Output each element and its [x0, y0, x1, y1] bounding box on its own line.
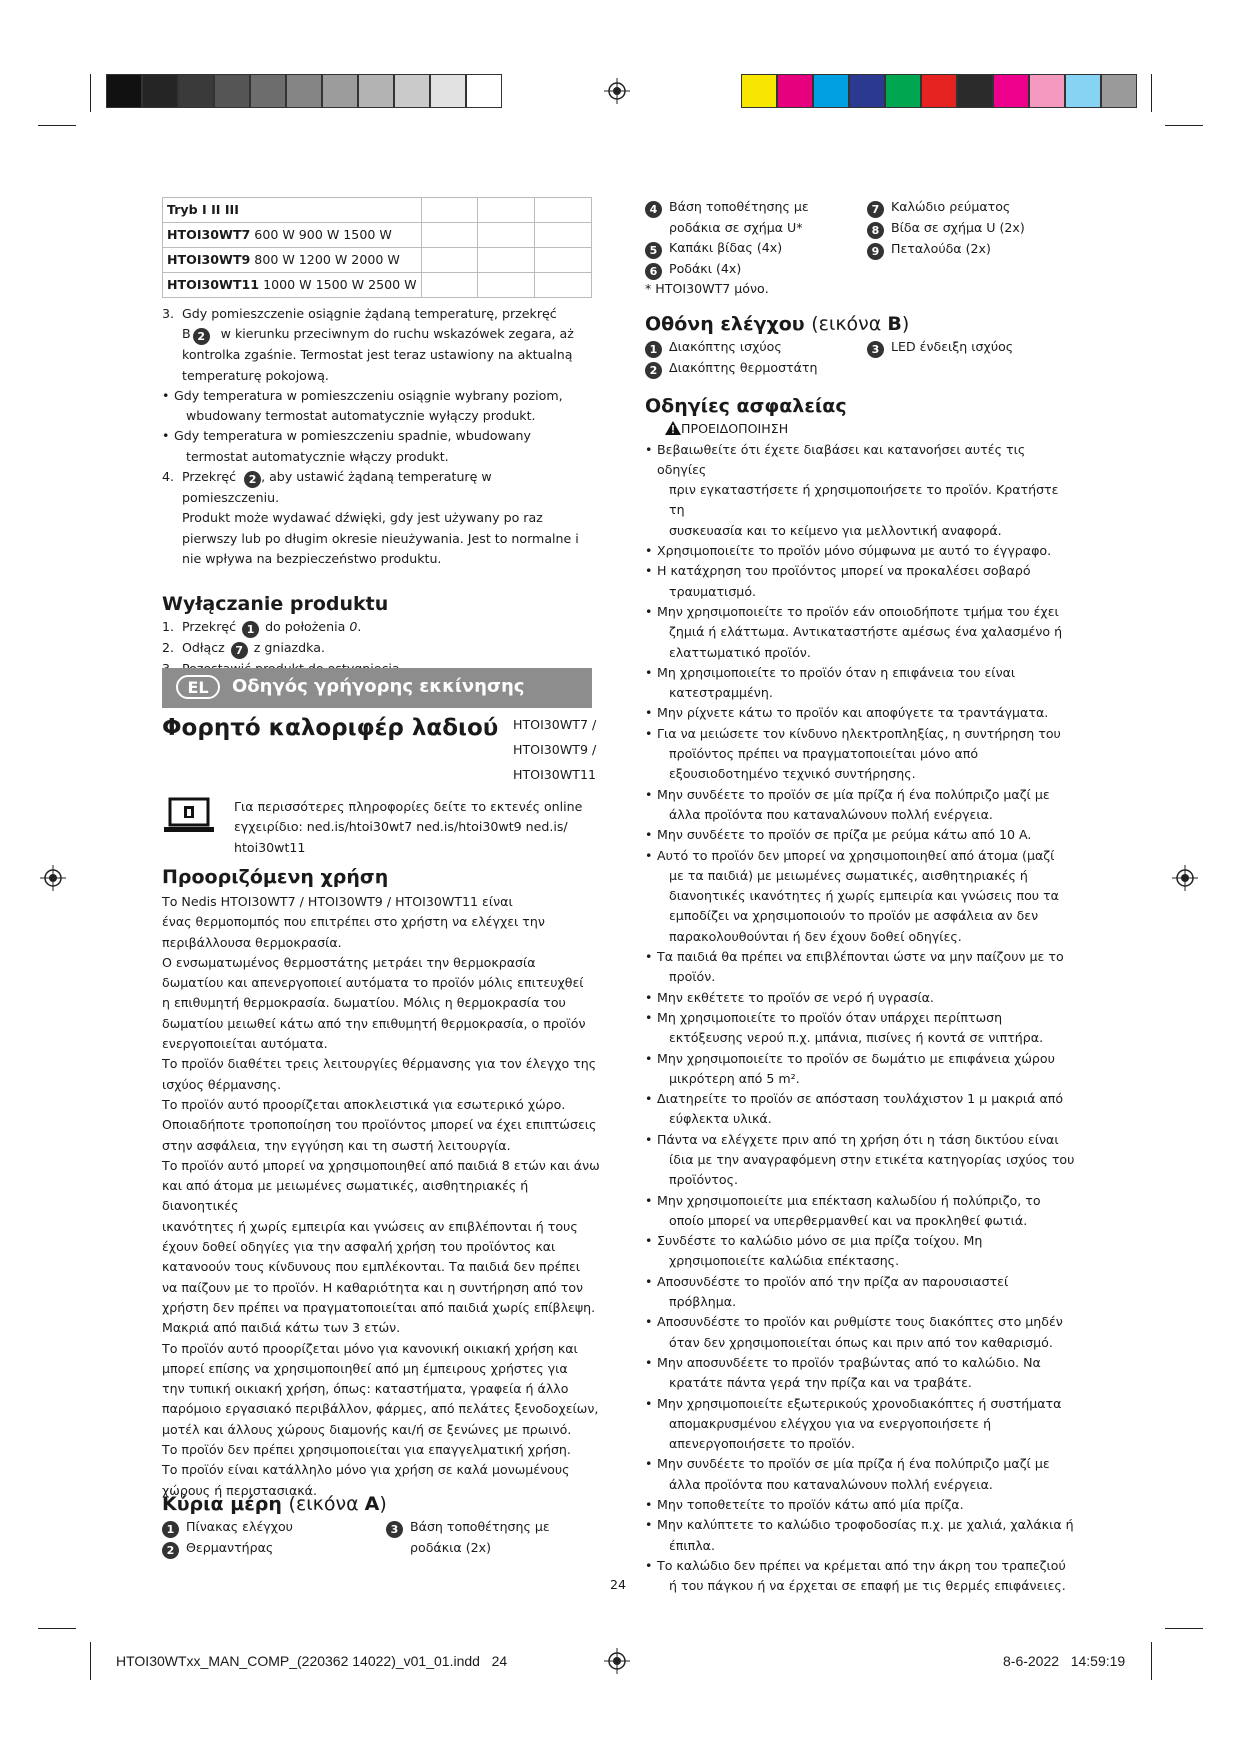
gray-swatch [430, 74, 466, 108]
crop-mark [38, 125, 76, 126]
table-row [163, 198, 592, 223]
safety-item: • Τα παιδιά θα πρέπει να επιβλέπονται ώστε να μην παίζουν με το προϊόν. [645, 947, 1075, 988]
section-title-off: Wyłączanie produktu [162, 593, 389, 616]
power-values: 1000 W 1500 W 2500 W [259, 276, 417, 292]
laptop-icon [163, 797, 215, 835]
crop-mark [1165, 1628, 1203, 1629]
part-item: 6 Ροδάκι (4x) [645, 259, 809, 280]
section-title-main-parts: Κύρια μέρη (εικόνα A) [162, 1493, 387, 1515]
text-line: να παίζουν με το προϊόν. Η καθαριότητα και η συντήρηση από τον [162, 1279, 584, 1295]
text-line: παρόμοιο εργασιακό περιβάλλον, φάρμες, από πελάτες ξενοδοχείων, [162, 1401, 599, 1417]
gray-swatch [322, 74, 358, 108]
text-line: Το προϊόν δεν πρέπει χρησιμοποιείται για επαγγελματική χρήση. [162, 1442, 571, 1458]
safety-item: • Αυτό το προϊόν δεν μπορεί να χρησιμοποιηθεί από άτομα (μαζί με τα παιδιά) με μειωμένες σωματικές, αισθητηριακές ή διανοητικές ικανότητες ή χωρίς εμπειρία και γνώσεις που τα εμποδίζει να χρησιμοποιούν το προϊόν με ασφάλεια αν δεν παρακολουθούνται ή δεν έχουν δοθεί οδηγίες. [645, 846, 1075, 947]
model-name: HTOI30WT7 [167, 226, 251, 242]
safety-item: • Το καλώδιο δεν πρέπει να κρέμεται από την άκρη του τραπεζιού ή του πάγκου ή να έρχεται σε επαφή με τις θερμές επιφάνειες. [645, 1556, 1075, 1597]
part-item: 2 Διακόπτης θερμοστάτη [645, 358, 818, 379]
power-values: 800 W 1200 W 2000 W [250, 251, 400, 267]
text-line: περιβάλλουσα θερμοκρασία. [162, 934, 342, 950]
safety-item: • Μην χρησιμοποιείτε το προϊόν σε δωμάτιο με επιφάνεια χώρου μικρότερη από 5 m². [645, 1049, 1075, 1090]
color-swatch [813, 74, 849, 108]
gray-swatch [358, 74, 394, 108]
gray-swatch [466, 74, 502, 108]
footer-filename: HTOI30WTxx_MAN_COMP_(220362 14022)_v01_01.indd 24 [116, 1653, 508, 1669]
main-parts-section: Κύρια μέρη (εικόνα A) 1 Πίνακας ελέγχου 2 Θερμαντήρας 3 Βάση τοποθέτησης με ροδάκια (2x) [162, 1491, 602, 1559]
text-line: χρήστη δεν πρέπει να πραγματοποιείται από παιδιά χωρίς επίβλεψη. [162, 1299, 596, 1315]
language-code-badge: EL [176, 675, 220, 699]
text-line: Μακριά από παιδιά κάτω των 3 ετών. [162, 1320, 401, 1336]
model-name: HTOI30WT9 [167, 251, 251, 267]
part-item: 8 Βίδα σε σχήμα U (2x) [867, 218, 1025, 239]
safety-item: • Η κατάχρηση του προϊόντος μπορεί να προκαλέσει σοβαρό τραυματισμό. [645, 561, 1075, 602]
gray-swatch [178, 74, 214, 108]
color-swatch [993, 74, 1029, 108]
model-list: HTOI30WT7 / HTOI30WT9 / HTOI30WT11 [513, 717, 597, 782]
registration-mark-icon [40, 865, 66, 891]
part-item: 9 Πεταλούδα (2x) [867, 239, 1025, 260]
crop-mark [1165, 125, 1203, 126]
gray-swatch [106, 74, 142, 108]
crop-mark [38, 1628, 76, 1629]
model-note: * HTOI30WT7 μόνο. [645, 281, 769, 296]
safety-item: • Μην συνδέετε το προϊόν σε μία πρίζα ή ένα πολύπριζο μαζί με άλλα προϊόντα που καταναλώνουν πολλή ενέργεια. [645, 785, 1075, 826]
page-number: 24 [610, 1577, 627, 1592]
text-line: δωματίου και απενεργοποιεί αυτόματα το προϊόν μόλις επιτευχθεί [162, 975, 584, 991]
polish-step-4: 4. Przekręć 2 , aby ustawić żądaną temperaturę w pomieszczeniu. Produkt może wydawać dźwięki, gdy jest używany po raz pierwszy lub po długim okresie nieużywania. Jest to normalne i nie wpływa na bezpieczeństwo produktu. [162, 469, 579, 566]
off-step: 2. Odłącz 7 z gniazdka. [162, 640, 325, 658]
color-swatch [921, 74, 957, 108]
part-item: 1 Πίνακας ελέγχου [162, 1517, 293, 1538]
model-name: Tryb I II III [167, 201, 239, 217]
text-line: την τυπική οικιακή χρήση, όπως: καταστήματα, γραφεία ή άλλο [162, 1381, 569, 1397]
text-line: Το προϊόν είναι κατάλληλο μόνο για χρήση σε καλά μονωμένους [162, 1462, 570, 1478]
safety-item: • Βεβαιωθείτε ότι έχετε διαβάσει και κατανοήσει αυτές τις οδηγίες πριν εγκαταστήσετε ή χρησιμοποιήσετε το προϊόν. Κρατήστε τη συσκευασία και το κείμενο για μελλοντική αναφορά. [645, 440, 1075, 541]
part-item: 3 LED ένδειξη ισχύος [867, 337, 1013, 358]
color-swatch [777, 74, 813, 108]
text-line: δωματίου μειωθεί κάτω από την επιθυμητή θερμοκρασία, ο προϊόν [162, 1015, 586, 1031]
gray-swatch [394, 74, 430, 108]
right-column [645, 197, 1075, 1597]
text-line: μοτέλ και άλλους χώρους διαμονής και/ή σε ξενώνες με πρωινό. [162, 1421, 572, 1437]
crop-mark [1151, 1642, 1152, 1680]
safety-item: • Μην αποσυνδέετε το προϊόν τραβώντας από το καλώδιο. Να κρατάτε πάντα γερά την πρίζα και να τραβάτε. [645, 1353, 1075, 1394]
text-line: κατανοούν τους κίνδυνους που εμπλέκονται. Τα παιδιά δεν πρέπει [162, 1259, 581, 1275]
part-item: 7 Καλώδιο ρεύματος [867, 197, 1025, 218]
text-line: Το προϊόν αυτό προορίζεται μόνο για κανονική οικιακή χρήση και [162, 1340, 578, 1356]
color-swatch [885, 74, 921, 108]
safety-item: • Μην συνδέετε το προϊόν σε μία πρίζα ή ένα πολύπριζο μαζί με άλλα προϊόντα που καταναλώνουν πολλή ενέργεια. [645, 1454, 1075, 1495]
gray-swatch [286, 74, 322, 108]
color-swatch [957, 74, 993, 108]
polish-bullet: • Gdy temperatura w pomieszczeniu osiągnie wybrany poziom, wbudowany termostat automatycznie wyłączy produkt. [162, 386, 592, 427]
safety-item: • Αποσυνδέστε το προϊόν και ρυθμίστε τους διακόπτες στο μηδέν όταν δεν χρησιμοποιείται όπως και πριν από τον καθαρισμό. [645, 1312, 1075, 1353]
safety-item: • Μην χρησιμοποιείτε μια επέκταση καλωδίου ή πολύπριζο, το οποίο μπορεί να υπερθερμανθεί και να προκληθεί φωτιά. [645, 1191, 1075, 1232]
footer-date: 8-6-2022 14:59:19 [1003, 1653, 1126, 1669]
safety-item: • Μην χρησιμοποιείτε το προϊόν εάν οποιοδήποτε τμήμα του έχει ζημιά ή ελάττωμα. Αντικαταστήστε αμέσως ένα χαλασμένο ή ελαττωματικό προϊόν. [645, 602, 1075, 663]
text-line: ενεργοποιείται αυτόματα. [162, 1036, 328, 1052]
power-spec-table [162, 197, 592, 298]
text-line: Το Nedis HTOI30WT7 / HTOI30WT9 / HTOI30WT11 είναι [162, 894, 513, 909]
gray-swatch [142, 74, 178, 108]
crop-mark [90, 1642, 91, 1680]
text-line: Το προϊόν διαθέτει τρεις λειτουργίες θέρμανσης για τον έλεγχο της [162, 1056, 597, 1072]
section-title-intended-use: Προοριζόμενη χρήση [162, 866, 389, 888]
safety-item: • Για να μειώσετε τον κίνδυνο ηλεκτροπληξίας, η συντήρηση του προϊόντος πρέπει να πραγματοποιείται μόνο από εξουσιοδοτημένο τεχνικό συντήρησης. [645, 724, 1075, 785]
left-column [162, 197, 592, 680]
part-item: 1 Διακόπτης ισχύος [645, 337, 818, 358]
safety-item: • Μη χρησιμοποιείτε το προϊόν όταν η επιφάνεια του είναι κατεστραμμένη. [645, 663, 1075, 704]
safety-item: • Χρησιμοποιείτε το προϊόν μόνο σύμφωνα με αυτό το έγγραφο. [645, 541, 1075, 561]
text-line: χώρους ή περιστασιακά. [162, 1482, 317, 1498]
off-step: 1. Przekręć 1 do położenia 0. [162, 619, 362, 637]
part-item: 5 Καπάκι βίδας (4x) [645, 238, 809, 259]
text-line: στην ασφάλεια, την εγγύηση και τη σωστή λειτουργία. [162, 1137, 511, 1153]
safety-item: • Πάντα να ελέγχετε πριν από τη χρήση ότι η τάση δικτύου είναι ίδια με την αναγραφόμενη στην ετικέτα κατηγορίας ισχύος του προϊόντος. [645, 1130, 1075, 1191]
color-swatch [1101, 74, 1137, 108]
gray-swatch [250, 74, 286, 108]
warning-icon [665, 421, 681, 435]
part-item: 3 Βάση τοποθέτησης με [386, 1517, 550, 1538]
language-banner [162, 668, 592, 708]
registration-mark-icon [1172, 865, 1198, 891]
product-title: Φορητό καλοριφέρ λαδιού [162, 715, 499, 741]
text-line: ισχύος θέρμανσης. [162, 1076, 282, 1092]
safety-item: • Μην ρίχνετε κάτω το προϊόν και αποφύγετε τα τραντάγματα. [645, 703, 1075, 723]
parts-continued: 4 Βάση τοποθέτησης με ροδάκια σε σχήμα U* 5 Καπάκι βίδας (4x) 6 Ροδάκι (4x) 7 Καλώδιο ρεύματος 8 Βίδα σε σχήμα U (2x) 9 Πεταλούδα (2x) [645, 197, 1075, 279]
text-line: και από άτομα με μειωμένες σωματικές, αισθητηριακές ή διανοητικές [162, 1178, 529, 1214]
polish-step-3: 3. Gdy pomieszczenie osiągnie żądaną temperaturę, przekręć B 2 w kierunku przeciwnym do ruchu wskazówek zegara, aż kontrolka zgaśnie. Termostat jest teraz ustawiony na aktualną temperaturę pokojową. [162, 306, 574, 383]
part-item: 4 Βάση τοποθέτησης με [645, 197, 809, 218]
polish-bullet: • Gdy temperatura w pomieszczeniu spadnie, wbudowany termostat automatycznie włączy produkt. [162, 426, 592, 467]
text-line: ικανότητες ή χωρίς εμπειρία και γνώσεις αν επιβλέπονται ή τους [162, 1218, 578, 1234]
section-title-safety: Οδηγίες ασφαλείας [645, 395, 847, 418]
text-line: Ο ενσωματωμένος θερμοστάτης μετράει την θερμοκρασία [162, 954, 536, 970]
color-swatch [1065, 74, 1101, 108]
registration-mark-icon [604, 78, 630, 104]
table-row [163, 248, 592, 273]
section-title-control-screen: Οθόνη ελέγχου (εικόνα B) [645, 313, 910, 336]
text-line: ένας θερμοπομπός που επιτρέπει στο χρήστη να ελέγχει την [162, 914, 545, 930]
table-row [163, 273, 592, 298]
power-values: 600 W 900 W 1500 W [250, 226, 392, 242]
safety-item: • Συνδέστε το καλώδιο μόνο σε μια πρίζα τοίχου. Μη χρησιμοποιείτε καλώδια επέκτασης. [645, 1231, 1075, 1272]
safety-item: • Μη χρησιμοποιείτε το προϊόν όταν υπάρχει περίπτωση εκτόξευσης νερού π.χ. μπάνια, πισίνες ή κοντά σε νιπτήρα. [645, 1008, 1075, 1049]
text-line: η επιθυμητή θερμοκρασία. δωματίου. Μόλις η θερμοκρασία του [162, 995, 566, 1011]
safety-item: • Διατηρείτε το προϊόν σε απόσταση τουλάχιστον 1 μ μακριά από εύφλεκτα υλικά. [645, 1089, 1075, 1130]
part-item: 2 Θερμαντήρας [162, 1538, 293, 1559]
warning-label: ΠΡΟΕΙΔΟΠΟΙΗΣΗ [645, 419, 1075, 439]
safety-item: • Μην εκθέτετε το προϊόν σε νερό ή υγρασία. [645, 988, 1075, 1008]
color-swatch [849, 74, 885, 108]
online-manual-note: Για περισσότερες πληροφορίες δείτε το εκτενές online εγχειρίδιο: ned.is/htoi30wt7 ned.is/htoi30wt9 ned.is/ htoi30wt11 [234, 799, 583, 855]
gray-swatch [214, 74, 250, 108]
safety-item: • Μην χρησιμοποιείτε εξωτερικούς χρονοδιακόπτες ή συστήματα απομακρυσμένου ελέγχου για να ενεργοποιήσετε ή απενεργοποιήσετε το προϊόν. [645, 1394, 1075, 1455]
banner-title: Οδηγός γρήγορης εκκίνησης [232, 676, 525, 697]
text-line: Οποιαδήποτε τροποποίηση του προϊόντος μπορεί να έχει επιπτώσεις [162, 1117, 597, 1133]
safety-item: • Μην καλύπτετε το καλώδιο τροφοδοσίας π.χ. με χαλιά, χαλάκια ή έπιπλα. [645, 1515, 1075, 1556]
crop-mark [1151, 74, 1152, 112]
text-line: μπορεί επίσης να χρησιμοποιηθεί από μη έμπειρους χρήστες για [162, 1360, 568, 1376]
color-swatch [1029, 74, 1065, 108]
registration-mark-icon [604, 1648, 630, 1674]
text-line: έχουν δοθεί οδηγίες για την ασφαλή χρήση του προϊόντος και [162, 1239, 556, 1255]
intended-use-section [162, 864, 602, 1501]
model-name: HTOI30WT11 [167, 276, 260, 292]
safety-item: • Αποσυνδέστε το προϊόν από την πρίζα αν παρουσιαστεί πρόβλημα. [645, 1272, 1075, 1313]
safety-item: • Μην τοποθετείτε το προϊόν κάτω από μία πρίζα. [645, 1495, 1075, 1515]
safety-item: • Μην συνδέετε το προϊόν σε πρίζα με ρεύμα κάτω από 10 A. [645, 825, 1075, 845]
text-line: Το προϊόν αυτό προορίζεται αποκλειστικά για εσωτερικό χώρο. [162, 1096, 566, 1112]
crop-mark [90, 74, 91, 112]
color-swatch [741, 74, 777, 108]
table-row [163, 223, 592, 248]
text-line: Το προϊόν αυτό μπορεί να χρησιμοποιηθεί από παιδιά 8 ετών και άνω [162, 1157, 600, 1173]
